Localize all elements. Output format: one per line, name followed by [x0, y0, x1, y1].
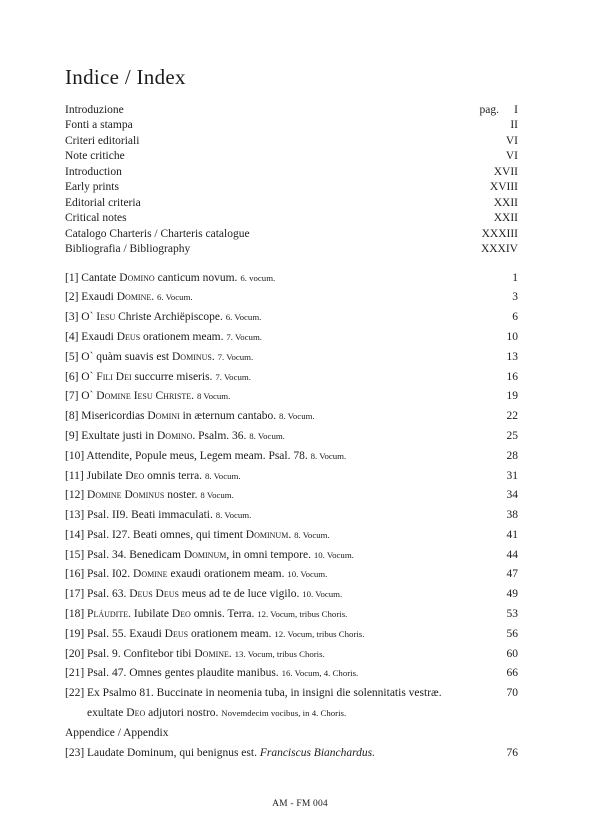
- front-matter-label: Criteri editoriali: [65, 134, 140, 147]
- front-matter-page-number: II: [510, 119, 518, 132]
- toc-entry-page-number: 6: [512, 311, 518, 324]
- toc-entry-text: [65, 371, 488, 384]
- front-matter-page-number: VI: [505, 134, 518, 147]
- entry-text: [17] Psal. 63.: [65, 588, 130, 601]
- front-matter-page-number: XXXIII: [481, 227, 518, 240]
- toc-entry-page-number: 53: [506, 608, 518, 621]
- entry-text: [9] Exultate justi in: [65, 429, 157, 442]
- scoring-note: 10. Vocum.: [287, 569, 328, 580]
- entry-text: Christe Archiëpiscope.: [115, 311, 226, 324]
- smallcaps-text: Domino.: [156, 429, 196, 442]
- smallcaps-text: Dominum: [183, 548, 227, 561]
- entry-text: , in omni tempore.: [226, 548, 314, 561]
- scoring-note: 8 Vocum.: [196, 391, 231, 402]
- entry-text: orationem meam.: [188, 627, 275, 640]
- entry-text: orationem meam.: [140, 330, 227, 343]
- scoring-note: 13. Vocum, tribus Choris.: [234, 648, 325, 659]
- toc-entry: [65, 430, 518, 443]
- smallcaps-text: Domine: [133, 568, 168, 581]
- entry-text: [7] O`: [65, 390, 97, 403]
- entry-text: [15] Psal. 34. Benedicam: [65, 548, 184, 561]
- toc-entry-text: [65, 648, 488, 661]
- front-matter-row: [65, 242, 518, 257]
- smallcaps-text: Deus Deus: [129, 588, 179, 601]
- toc-entry: [65, 549, 518, 562]
- entry-text: [23] Laudate Dominum, qui benignus est.: [65, 746, 260, 759]
- toc-entry-page-number: 10: [506, 330, 518, 343]
- toc-entry: [65, 727, 518, 740]
- toc-entries: [65, 272, 518, 760]
- entry-text: exultate: [87, 707, 127, 720]
- toc-entry-page-number: 76: [506, 746, 518, 759]
- toc-entry: [65, 331, 518, 344]
- toc-entry-page-number: 49: [506, 588, 518, 601]
- toc-entry-text: [65, 747, 488, 760]
- scoring-note: 8. Vocum.: [279, 411, 315, 422]
- scoring-note: 8. Vocum.: [249, 430, 285, 441]
- toc-entry: [65, 450, 518, 463]
- toc-entry-text: [65, 489, 488, 502]
- front-matter-page-number: I: [514, 104, 518, 116]
- front-matter: [65, 103, 518, 258]
- smallcaps-text: Deus: [116, 330, 141, 343]
- smallcaps-text: Deo: [125, 469, 145, 482]
- toc-entry-text: [65, 272, 488, 285]
- front-matter-row: [65, 227, 518, 242]
- toc-entry-text: [65, 707, 488, 720]
- scoring-note: 7. Vocum.: [215, 371, 251, 382]
- toc-entry: [65, 489, 518, 502]
- front-matter-row: [65, 180, 518, 195]
- front-matter-page-number: XXII: [493, 196, 518, 209]
- toc-entry: [65, 351, 518, 364]
- toc-entry-text: [65, 291, 488, 304]
- scoring-note: 7. Vocum.: [217, 351, 254, 362]
- toc-entry-page-number: 34: [506, 489, 518, 502]
- toc-entry-page-number: 60: [506, 647, 518, 660]
- toc-entry: [65, 608, 518, 621]
- scoring-note: 8. Vocum.: [204, 470, 241, 481]
- front-matter-label: Introduzione: [65, 104, 124, 116]
- front-matter-page-number: XVIII: [489, 181, 518, 194]
- entry-text: [8] Misericordias: [65, 410, 148, 423]
- toc-entry: [65, 311, 518, 324]
- scoring-note: 16. Vocum, 4. Choris.: [281, 668, 359, 679]
- entry-text: [1] Cantate: [65, 271, 120, 284]
- toc-entry: [65, 390, 518, 403]
- toc-entry-text: [65, 470, 488, 483]
- toc-entry-page-number: 16: [506, 370, 518, 383]
- toc-entry-page-number: 3: [512, 291, 518, 304]
- toc-entry: [65, 509, 518, 522]
- toc-entry-text: [65, 331, 488, 344]
- toc-entry-text: [65, 311, 488, 324]
- smallcaps-text: Deo: [171, 608, 191, 621]
- front-matter-page-number: XXII: [493, 212, 518, 225]
- smallcaps-text: Domine Iesu Christe.: [96, 390, 195, 403]
- toc-entry-text: [65, 568, 488, 581]
- plate-number: AM - FM 004: [272, 799, 328, 809]
- front-matter-label: Introduction: [65, 165, 122, 178]
- scoring-note: 6. vocum.: [240, 272, 276, 283]
- toc-entry: [65, 648, 518, 661]
- smallcaps-text: Domine.: [116, 291, 155, 304]
- toc-entry-text: [65, 430, 488, 443]
- toc-entry-text: [65, 588, 488, 601]
- entry-text: [6] O`: [65, 370, 97, 383]
- toc-entry-page-number: 38: [506, 509, 518, 522]
- entry-text: [16] Psal. I02.: [65, 568, 134, 581]
- front-matter-label: Fonti a stampa: [65, 119, 133, 132]
- smallcaps-text: Domine.: [194, 647, 232, 660]
- entry-text: adjutori nostro.: [145, 707, 222, 720]
- toc-entry-page-number: 47: [506, 568, 518, 581]
- front-matter-label: Editorial criteria: [65, 196, 141, 209]
- entry-text: Appendice / Appendix: [65, 726, 169, 739]
- entry-text: [11] Jubilate: [65, 469, 126, 482]
- entry-text: [14] Psal. I27. Beati omnes, qui timent: [65, 528, 246, 541]
- scoring-note: 10. Vocum.: [302, 589, 343, 600]
- front-matter-row: [65, 165, 518, 180]
- toc-entry-text: [65, 390, 488, 403]
- toc-entry-text: [65, 509, 488, 522]
- front-matter-label: Catalogo Charteris / Charteris catalogue: [65, 227, 250, 240]
- toc-entry: [65, 410, 518, 423]
- toc-entry-page-number: 70: [506, 687, 518, 700]
- scoring-note: 8. Vocum.: [294, 529, 330, 540]
- toc-entry-text: [65, 450, 488, 463]
- toc-entry: [65, 667, 518, 680]
- scoring-note: Novemdecim vocibus, in 4. Choris.: [221, 708, 347, 719]
- toc-entry: [65, 588, 518, 601]
- toc-entry-page-number: 25: [506, 429, 518, 442]
- scoring-note: 8 Vocum.: [200, 490, 234, 501]
- smallcaps-text: Fili Dei: [96, 370, 132, 383]
- front-matter-label: Early prints: [65, 181, 119, 194]
- entry-text: [19] Psal. 55. Exaudi: [65, 627, 165, 640]
- entry-text: in æternum cantabo.: [179, 410, 280, 423]
- toc-entry: [65, 568, 518, 581]
- toc-entry-page-number: 28: [506, 449, 518, 462]
- toc-entry-text: [65, 687, 488, 700]
- entry-text: meus ad te de luce vigilo.: [178, 588, 303, 601]
- entry-text: [18]: [65, 608, 88, 621]
- front-matter-page-number: VI: [505, 150, 518, 163]
- entry-text: [5] O` quàm suavis est: [65, 350, 172, 363]
- toc-entry: [65, 687, 518, 720]
- front-matter-page-number: XVII: [493, 165, 518, 178]
- entry-text: [21] Psal. 47. Omnes gentes plaudite manibus.: [65, 667, 282, 680]
- smallcaps-text: Domini: [147, 410, 180, 423]
- toc-entry-page-number: 13: [506, 350, 518, 363]
- toc-entry: [65, 529, 518, 542]
- toc-entry-text: [65, 608, 488, 621]
- entry-text: noster.: [164, 489, 201, 502]
- toc-entry-page-number: 19: [506, 390, 518, 403]
- composer-attribution: Franciscus Bianchardus.: [259, 746, 376, 759]
- toc-entry-text: [65, 410, 488, 423]
- smallcaps-text: Domine Dominus: [87, 489, 165, 502]
- front-matter-row: [65, 149, 518, 164]
- toc-entry-text: [65, 529, 488, 542]
- entry-text: Psalm. 36.: [195, 429, 250, 442]
- front-matter-row: [65, 134, 518, 149]
- entry-text: [22] Ex Psalmo 81. Buccinate in neomenia tuba, in insigni die solennitatis vestræ.: [65, 687, 442, 700]
- front-matter-label: Critical notes: [65, 212, 127, 225]
- scoring-note: 12. Vocum, tribus Choris.: [257, 609, 348, 620]
- page-content: [65, 64, 518, 766]
- front-matter-row: [65, 103, 518, 118]
- page-title: Indice / Index: [65, 65, 186, 89]
- toc-entry-text: [65, 667, 488, 680]
- entry-text: [4] Exaudi: [65, 330, 117, 343]
- front-matter-page-number: XXXIV: [480, 243, 518, 256]
- toc-entry-page-number: 31: [506, 469, 518, 482]
- smallcaps-text: Deus: [164, 627, 189, 640]
- toc-entry-text: [65, 727, 488, 740]
- toc-entry-page-number: 56: [506, 627, 518, 640]
- entry-text: [2] Exaudi: [65, 291, 117, 304]
- entry-text: [20] Psal. 9. Confitebor tibi: [65, 647, 195, 660]
- toc-entry-page-number: 66: [506, 667, 518, 680]
- entry-text: [10] Attendite, Popule meus, Legem meam. Psal. 78.: [65, 449, 311, 462]
- scoring-note: 6. Vocum.: [225, 312, 262, 323]
- front-matter-row: [65, 196, 518, 211]
- toc-entry: [65, 747, 518, 760]
- toc-entry-page-number: 41: [506, 528, 518, 541]
- toc-entry-page-number: 1: [512, 271, 518, 284]
- front-matter-label: Note critiche: [65, 150, 125, 163]
- smallcaps-text: Pláudite.: [87, 608, 131, 621]
- front-matter-row: [65, 118, 518, 133]
- entry-text: succurre miseris.: [131, 370, 216, 383]
- scoring-note: 8. Vocum.: [310, 450, 347, 461]
- entry-text: [3] O`: [65, 311, 97, 324]
- entry-text: omnis terra.: [144, 469, 205, 482]
- scoring-note: 10. Vocum.: [313, 549, 354, 560]
- toc-entry: [65, 291, 518, 304]
- scoring-note: 7. Vocum.: [226, 331, 262, 342]
- smallcaps-text: Iesu: [96, 311, 116, 324]
- toc-entry: [65, 628, 518, 641]
- toc-entry-page-number: 22: [506, 410, 518, 423]
- entry-text: Iubilate: [130, 608, 172, 621]
- scoring-note: 8. Vocum.: [215, 510, 252, 521]
- smallcaps-text: Deo: [126, 707, 146, 720]
- entry-text: exaudi orationem meam.: [167, 568, 288, 581]
- toc-entry: [65, 371, 518, 384]
- toc-entry-page-number: 44: [506, 548, 518, 561]
- toc-entry: [65, 272, 518, 285]
- entry-text: [12]: [65, 489, 88, 502]
- entry-text: canticum novum.: [154, 271, 241, 284]
- entry-text: omnis. Terra.: [190, 608, 258, 621]
- scoring-note: 12. Vocum, tribus Choris.: [274, 628, 365, 639]
- front-matter-label: Bibliografia / Bibliography: [65, 243, 191, 256]
- toc-entry: [65, 470, 518, 483]
- front-matter-pag-label: pag.: [479, 104, 499, 116]
- toc-entry-text: [65, 549, 488, 562]
- smallcaps-text: Dominum.: [245, 528, 292, 541]
- scoring-note: 6. Vocum.: [157, 292, 193, 303]
- toc-entry-text: [65, 628, 488, 641]
- front-matter-row: [65, 211, 518, 226]
- smallcaps-text: Dominus.: [172, 350, 215, 363]
- smallcaps-text: Domino: [119, 271, 155, 284]
- toc-entry-text: [65, 351, 488, 364]
- entry-text: [13] Psal. II9. Beati immaculati.: [65, 509, 216, 522]
